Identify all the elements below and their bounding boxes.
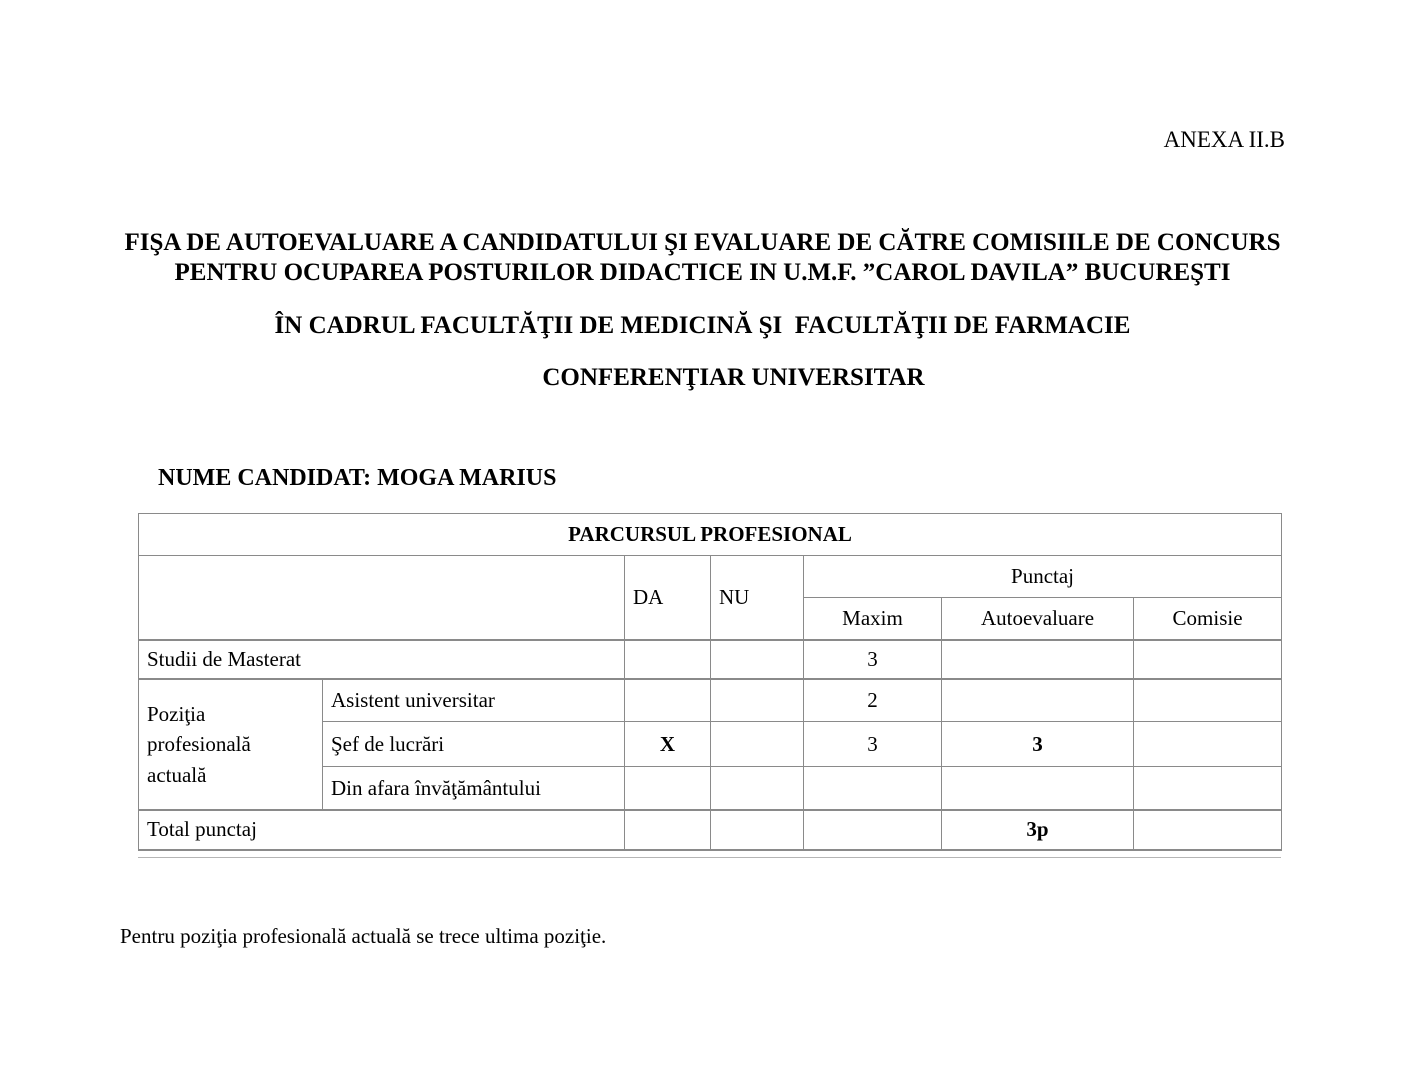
document-title	[120, 228, 1285, 288]
asistent-nu-cell	[711, 679, 804, 722]
total-label-cell: Total punctaj	[139, 810, 625, 850]
din-afara-maxim-cell	[804, 767, 942, 810]
footnote: Pentru poziţia profesională actuală se trece ultima poziţie.	[120, 923, 607, 948]
header-nu-cell: NU	[711, 556, 804, 640]
professional-path-table	[138, 513, 1282, 851]
studii-maxim-cell: 3	[804, 640, 942, 679]
din-afara-nu-cell	[711, 767, 804, 810]
sef-label-cell: Şef de lucrări	[323, 722, 625, 767]
total-da-cell	[625, 810, 711, 850]
studii-da-cell	[625, 640, 711, 679]
pozitia-label-cell: Poziţia profesională actuală	[139, 679, 323, 810]
asistent-autoevaluare-cell	[942, 679, 1134, 722]
total-comisie-cell	[1134, 810, 1282, 850]
table-bottom-rule	[138, 857, 1281, 858]
studii-comisie-cell	[1134, 640, 1282, 679]
subtitle-faculties: ÎN CADRUL FACULTĂŢII DE MEDICINĂ ŞI FACULTĂŢII DE FARMACIE	[274, 311, 1131, 339]
din-afara-da-cell	[625, 767, 711, 810]
studii-nu-cell	[711, 640, 804, 679]
sef-comisie-cell	[1134, 722, 1282, 767]
studii-autoevaluare-cell	[942, 640, 1134, 679]
row-studii	[139, 640, 1282, 679]
total-maxim-cell	[804, 810, 942, 850]
row-asistent	[139, 679, 1282, 722]
din-afara-label-cell: Din afara învăţământului	[323, 767, 625, 810]
total-autoevaluare-cell: 3p	[942, 810, 1134, 850]
header-comisie-cell: Comisie	[1134, 598, 1282, 640]
sef-maxim-cell: 3	[804, 722, 942, 767]
candidate-name: NUME CANDIDAT: MOGA MARIUS	[158, 464, 557, 491]
header-punctaj-cell: Punctaj	[804, 556, 1282, 598]
studii-label-cell: Studii de Masterat	[139, 640, 625, 679]
total-nu-cell	[711, 810, 804, 850]
sef-nu-cell	[711, 722, 804, 767]
table-title-cell: PARCURSUL PROFESIONAL	[139, 514, 1282, 556]
header-da-cell: DA	[625, 556, 711, 640]
din-afara-comisie-cell	[1134, 767, 1282, 810]
subtitle-position: CONFERENŢIAR UNIVERSITAR	[542, 363, 925, 391]
asistent-comisie-cell	[1134, 679, 1282, 722]
anexa-label: ANEXA II.B	[1163, 127, 1285, 152]
header-autoevaluare-cell: Autoevaluare	[942, 598, 1134, 640]
asistent-label-cell: Asistent universitar	[323, 679, 625, 722]
asistent-maxim-cell: 2	[804, 679, 942, 722]
title-line-1: FIŞA DE AUTOEVALUARE A CANDIDATULUI ŞI EVALUARE DE CĂTRE COMISIILE DE CONCURS	[124, 228, 1281, 256]
title-line-2: PENTRU OCUPAREA POSTURILOR DIDACTICE IN U.M.F. ”CAROL DAVILA” BUCUREŞTI	[174, 258, 1231, 286]
header-spacer-cell	[139, 556, 625, 640]
sef-da-cell: X	[625, 722, 711, 767]
header-row-1	[139, 556, 1282, 598]
table-title-row	[139, 514, 1282, 556]
row-total	[139, 810, 1282, 850]
din-afara-autoevaluare-cell	[942, 767, 1134, 810]
asistent-da-cell	[625, 679, 711, 722]
header-maxim-cell: Maxim	[804, 598, 942, 640]
document-page	[0, 126, 1408, 1088]
sef-autoevaluare-cell: 3	[942, 722, 1134, 767]
